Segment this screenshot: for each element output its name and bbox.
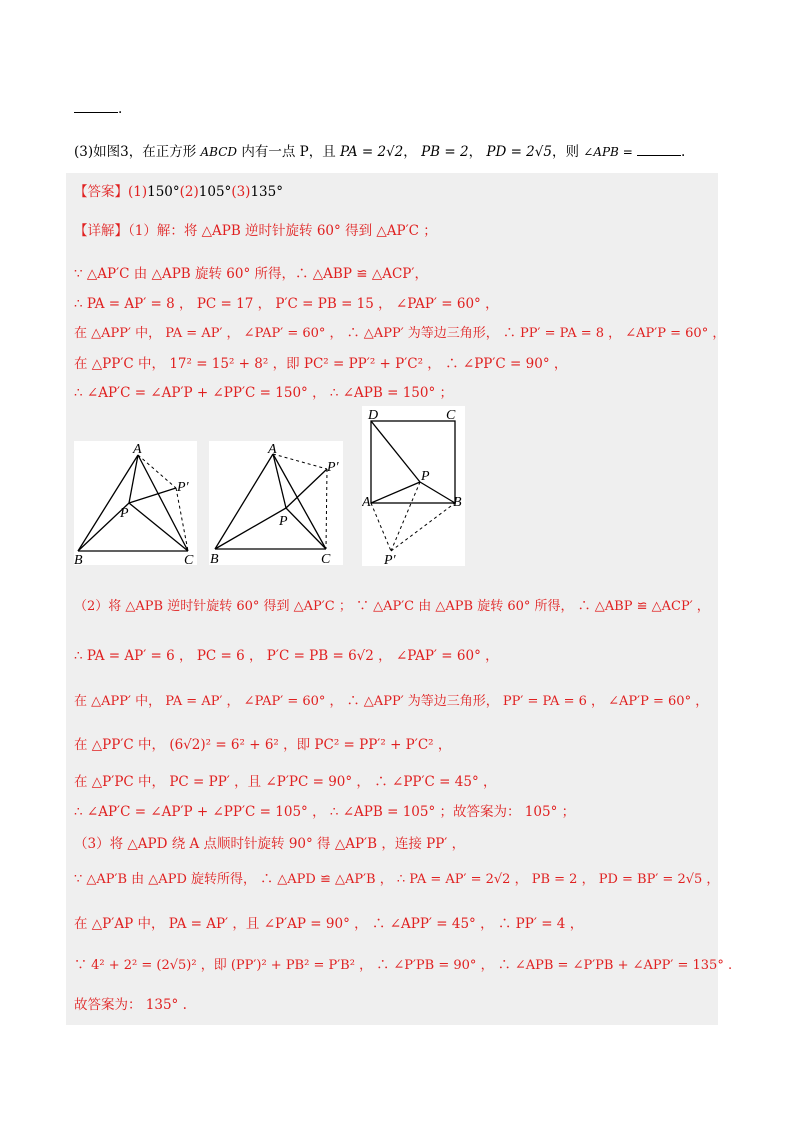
solution1-line5: 在 △PP′C 中， 17² = 15² + 8² ，即 PC² = PP′² + P′C² ， ∴ ∠PP′C = 90° ，	[74, 356, 568, 372]
solution2-line1: （2）将 △APB 逆时针旋转 60° 得到 △AP′C ； ∵ △AP′C 由 △APB 旋转 60° 所得， ∴ △ABP ≌ △ACP′ ，	[74, 599, 710, 614]
q3-pa: PA = 2√2	[340, 144, 404, 160]
q3-pb: PB = 2	[421, 144, 469, 160]
solution2-line6: ∴ ∠AP′C = ∠AP′P + ∠PP′C = 105° ， ∴ ∠APB = 105° ；故答案为： 105° ；	[74, 804, 576, 820]
fig2-label-pprime: P′	[327, 460, 339, 475]
answer-3-num: (3)	[231, 184, 251, 200]
q3-then: ，则	[551, 144, 579, 160]
fig3-label-b: B	[453, 495, 462, 510]
figure-3	[362, 406, 465, 566]
figure-2-svg	[209, 441, 343, 565]
fig1-label-p: P	[120, 506, 129, 521]
figure-3-svg	[362, 406, 465, 566]
q3-square-name: ABCD	[200, 145, 238, 159]
fig3-label-d: D	[368, 408, 379, 423]
solution1-line2: ∵ △AP′C 由 △APB 旋转 60° 所得，∴ △ABP ≌ △ACP′，	[74, 266, 428, 282]
figure-2	[209, 441, 343, 565]
prev-answer-blank-line	[74, 98, 122, 117]
answer-blank	[74, 98, 118, 113]
answer-1-num: (1)	[128, 184, 148, 200]
solution3-line3: 在 △P′AP 中， PA = AP′ ，且 ∠P′AP = 90° ， ∴ ∠APP′ = 45° ， ∴ PP′ = 4 ，	[74, 916, 584, 932]
fig2-label-c: C	[321, 552, 331, 565]
q3-answer-blank	[637, 141, 681, 156]
fig3-label-p: P	[421, 469, 430, 484]
solution2-line3: 在 △APP′ 中， PA = AP′ ， ∠PAP′ = 60° ， ∴ △APP′ 为等边三角形， PP′ = PA = 6 ， ∠AP′P = 60° ，	[74, 694, 709, 709]
fig3-label-c: C	[446, 408, 456, 423]
figure-1-svg	[74, 441, 197, 565]
answer-1-value: 150°	[147, 184, 180, 200]
solution2-line4: 在 △PP′C 中， (6√2)² = 6² + 6² ，即 PC² = PP′² + P′C² ，	[74, 737, 452, 753]
solution1-line3: ∴ PA = AP′ = 8 ， PC = 17 ， P′C = PB = 15 ， ∠PAP′ = 60° ，	[74, 296, 499, 312]
q3-sep2: ，	[468, 144, 483, 160]
solution1-line6: ∴ ∠AP′C = ∠AP′P + ∠PP′C = 150° ， ∴ ∠APB = 150° ；	[74, 385, 454, 401]
fig3-label-a: A	[362, 495, 371, 510]
solution1-line4: 在 △APP′ 中， PA = AP′ ， ∠PAP′ = 60° ， ∴ △APP′ 为等边三角形， ∴ PP′ = PA = 8 ， ∠AP′P = 60° ，	[74, 326, 726, 341]
q3-pd: PD = 2√5	[486, 144, 552, 160]
solution3-line5: 故答案为： 135° .	[74, 997, 187, 1013]
q3-end: .	[681, 144, 686, 160]
fig1-label-c: C	[184, 553, 194, 565]
q3-sep1: ，	[403, 144, 417, 160]
question-3	[74, 140, 685, 160]
q3-mid: 内有一点 P，且	[241, 144, 336, 160]
solution3-line1: （3）将 △APD 绕 A 点顺时针旋转 90° 得 △AP′B ，连接 PP′ ，	[74, 836, 466, 852]
solution2-line2: ∴ PA = AP′ = 6 ， PC = 6 ， P′C = PB = 6√2 ， ∠PAP′ = 60° ，	[74, 648, 499, 664]
fig1-label-pprime: P′	[177, 480, 189, 495]
fig2-label-p: P	[279, 514, 288, 529]
solution3-line2: ∵ △AP′B 由 △APD 旋转所得， ∴ △APD ≌ △AP′B ， ∴ PA = AP′ = 2√2 ， PB = 2 ， PD = BP′ = 2√5 ，	[74, 872, 720, 887]
solution1-line1: 【详解】（1）解：将 △APB 逆时针旋转 60° 得到 △AP′C ；	[74, 223, 437, 239]
fig2-label-b: B	[210, 552, 219, 565]
solution3-line4: ∵ 4² + 2² = (2√5)² ，即 (PP′)² + PB² = P′B² ， ∴ ∠P′PB = 90° ， ∴ ∠APB = ∠P′PB + ∠APP′ = 135° .	[74, 958, 733, 973]
fig1-label-b: B	[74, 553, 83, 565]
fig1-label-a: A	[133, 442, 142, 457]
answer-3-value: 135°	[250, 184, 283, 200]
answer-line	[74, 180, 283, 200]
fig2-label-a: A	[268, 442, 277, 457]
period: .	[118, 101, 123, 117]
answer-2-value: 105°	[198, 184, 232, 200]
answer-2-num: (2)	[179, 184, 199, 200]
figure-1	[74, 441, 197, 565]
q3-angle: ∠APB =	[583, 145, 633, 159]
answer-label: 【答案】	[74, 184, 128, 200]
q3-prefix: (3)如图3，在正方形	[74, 144, 197, 160]
solution2-line5: 在 △P′PC 中， PC = PP′ ，且 ∠P′PC = 90° ， ∴ ∠PP′C = 45° ，	[74, 774, 497, 790]
fig3-label-pprime: P′	[384, 553, 396, 566]
